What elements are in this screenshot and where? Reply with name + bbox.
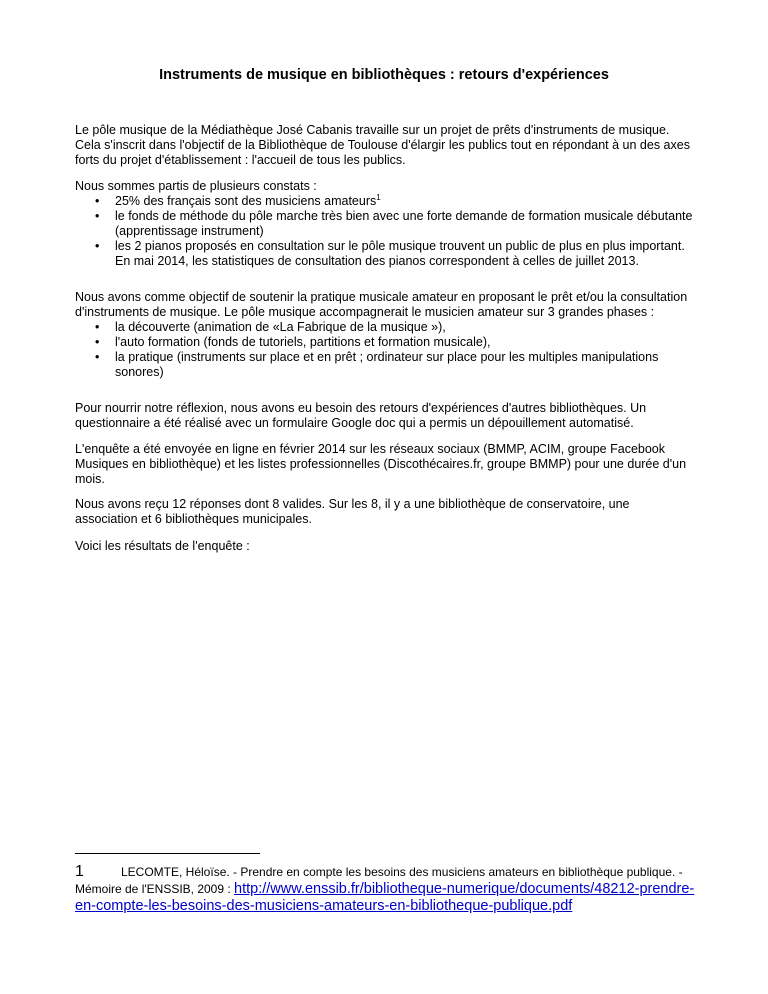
bullet-icon: • bbox=[95, 320, 100, 334]
reflexion-paragraph bbox=[75, 401, 695, 431]
footnote-text: LECOMTE, Héloïse. - Prendre en compte les besoins des musiciens amateurs en bibliothèque publique. - Mémoire de l'ENSSIB, 2009 : bbox=[75, 865, 683, 896]
constats-list bbox=[75, 194, 695, 269]
list-item-text: 25% des français sont des musiciens amateurs bbox=[115, 194, 377, 208]
list-item-text: les 2 pianos proposés en consultation sur le pôle musique trouvent un public de plus en plus important. En mai 2014, les statistiques de consultation des pianos correspondent à celles de juillet 2013. bbox=[115, 239, 685, 268]
footnote bbox=[75, 863, 715, 915]
bullet-icon: • bbox=[95, 239, 100, 253]
constats-lead: Nous sommes partis de plusieurs constats : bbox=[75, 179, 317, 193]
list-item bbox=[75, 194, 695, 209]
resultats-paragraph bbox=[75, 539, 695, 554]
objectif-lead: Nous avons comme objectif de soutenir la pratique musicale amateur en proposant le prêt et/ou la consultation d'instruments de musique. Le pôle musique accompagnerait le musicien amateur sur 3 grandes phases : bbox=[75, 290, 688, 319]
list-item bbox=[75, 209, 695, 239]
document-title: Instruments de musique en bibliothèques : retours d'expériences bbox=[159, 67, 609, 83]
objectif-section bbox=[75, 290, 695, 380]
constats-section bbox=[75, 179, 695, 269]
list-item-text: la pratique (instruments sur place et en prêt ; ordinateur sur place pour les multiples manipulations sonores) bbox=[115, 350, 659, 379]
enquete-paragraph bbox=[75, 442, 695, 487]
footnote-ref[interactable]: 1 bbox=[376, 193, 381, 202]
bullet-icon: • bbox=[95, 350, 100, 364]
list-item-text: la découverte (animation de «La Fabrique de la musique »), bbox=[115, 320, 446, 334]
paragraph-text: L'enquête a été envoyée en ligne en février 2014 sur les réseaux sociaux (BMMP, ACIM, groupe Facebook Musiques en bibliothèque) et les listes professionnelles (Discothécaires.fr, groupe BMMP) pour une durée d'un mois. bbox=[75, 442, 687, 486]
reponses-paragraph bbox=[75, 497, 695, 527]
list-item-text: l'auto formation (fonds de tutoriels, partitions et formation musicale), bbox=[115, 335, 491, 349]
list-item bbox=[75, 320, 695, 335]
footnote-number: 1 bbox=[75, 863, 84, 880]
list-item-text: le fonds de méthode du pôle marche très bien avec une forte demande de formation musicale débutante (apprentissage instrument) bbox=[115, 209, 693, 238]
list-item bbox=[75, 335, 695, 350]
bullet-icon: • bbox=[95, 209, 100, 223]
objectif-list bbox=[75, 320, 695, 380]
paragraph-text: Pour nourrir notre réflexion, nous avons eu besoin des retours d'expériences d'autres bibliothèques. Un questionnaire a été réalisé avec un formulaire Google doc qui a permis un dépouillement automatisé. bbox=[75, 401, 647, 430]
footnote-link[interactable]: http://www.enssib.fr/bibliotheque-numerique/documents/48212-prendre-en-compte-les-besoins-des-musiciens-amateurs-en-bibliotheque-publique.pdf bbox=[75, 881, 695, 914]
intro-paragraph bbox=[75, 123, 695, 168]
list-item bbox=[75, 239, 695, 269]
bullet-icon: • bbox=[95, 335, 100, 349]
list-item bbox=[75, 350, 695, 380]
paragraph-text: Nous avons reçu 12 réponses dont 8 valides. Sur les 8, il y a une bibliothèque de conservatoire, une association et 6 bibliothèques municipales. bbox=[75, 497, 630, 526]
intro-text: Le pôle musique de la Médiathèque José Cabanis travaille sur un projet de prêts d'instruments de musique. Cela s'inscrit dans l'objectif de la Bibliothèque de Toulouse d'élargir les publics tout en répondant à un des axes forts du projet d'établissement : l'accueil de tous les publics. bbox=[75, 123, 690, 167]
paragraph-text: Voici les résultats de l'enquête : bbox=[75, 539, 250, 553]
footnote-separator bbox=[75, 853, 260, 854]
bullet-icon: • bbox=[95, 194, 100, 208]
